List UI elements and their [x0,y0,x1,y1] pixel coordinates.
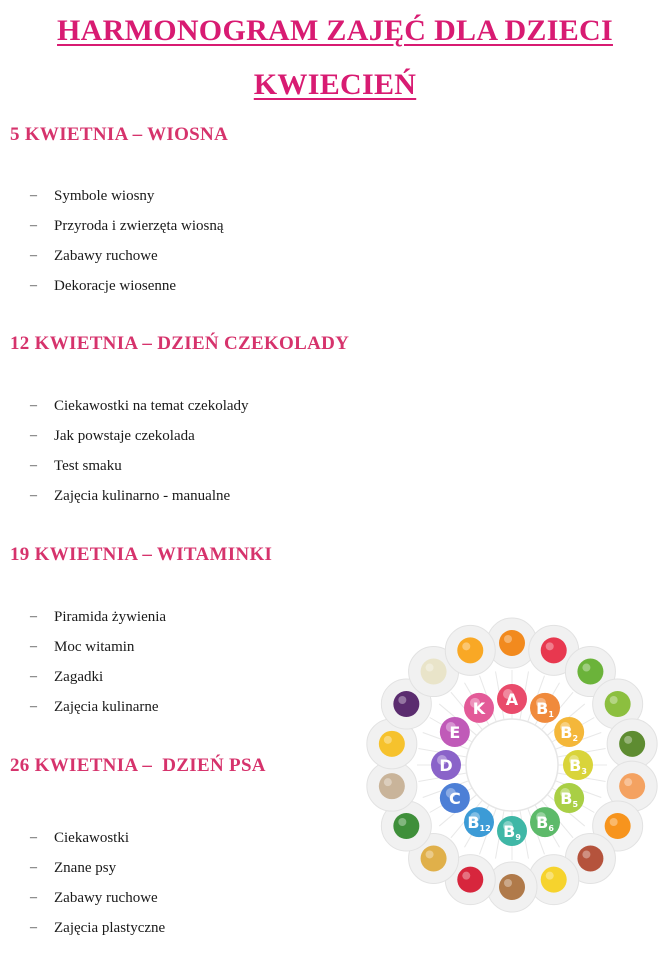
bullet-dash-icon: – [30,248,37,263]
vitamin-e-badge [440,717,470,747]
vitamin-a-badge [497,684,527,714]
list-item [30,275,224,305]
vitamin-b9-badge [497,816,527,846]
bullet-dash-icon: – [30,609,37,624]
vitamin-label: D [439,756,453,775]
orange-slice-icon [445,625,495,675]
list-item-label: Moc witamin [54,639,135,655]
bullet-dash-icon: – [30,669,37,684]
list-item [30,857,165,887]
list-item [30,666,166,696]
bullet-dash-icon: – [30,860,37,875]
list-item-label: Ciekawostki [54,830,129,846]
vitamin-k-badge [464,693,494,723]
list-item-label: Symbole wiosny [54,188,155,204]
bullet-dash-icon: – [30,218,37,233]
list-item [30,917,165,947]
bullet-dash-icon: – [30,398,37,413]
vitamin-d-badge [431,750,461,780]
bullet-dash-icon: – [30,920,37,935]
vitamin-label: B1 [536,698,554,719]
wheel-center-circle [466,719,558,811]
list-item [30,636,166,666]
list-item-label: Zajęcia kulinarno - manualne [54,488,231,504]
bullet-dash-icon: – [30,699,37,714]
vitamin-label: B12 [467,813,491,834]
page-title: HARMONOGRAM ZAJĘĆ DLA DZIECI [57,14,613,47]
list-item [30,245,224,275]
list-item-label: Ciekawostki na temat czekolady [54,398,249,414]
list-item-label: Zabawy ruchowe [54,248,158,264]
vitamin-label: E [449,723,461,742]
list-item-label: Dekoracje wiosenne [54,278,177,294]
bullet-dash-icon: – [30,428,37,443]
vitamin-label: K [472,698,486,718]
bullet-dash-icon: – [30,188,37,203]
bullet-dash-icon: – [30,639,37,654]
list-item [30,606,166,636]
page-subtitle-month: KWIECIEŃ [253,68,417,101]
list-item-label: Znane psy [54,860,117,876]
list-item-label: Piramida żywienia [54,609,167,625]
vitamin-label: A [505,690,519,709]
list-item-label: Jak powstaje czekolada [54,428,195,444]
vitamin-b5-badge [554,783,584,813]
section-heading-dzien-psa: 26 KWIETNIA – DZIEŃ PSA [10,755,266,776]
bullet-dash-icon: – [30,890,37,905]
section-list-czekolada [30,395,249,515]
vitamin-label: B3 [569,756,587,776]
list-item [30,455,249,485]
bullet-dash-icon: – [30,830,37,845]
list-item-label: Zajęcia kulinarne [54,699,159,715]
bullet-dash-icon: – [30,488,37,503]
vitamin-b2-badge [554,717,584,747]
list-item [30,696,166,726]
vitamin-wheel-illustration [362,615,662,915]
section-heading-wiosna: 5 KWIETNIA – WIOSNA [10,124,229,145]
vitamin-label: B9 [503,822,521,842]
vitamin-label: B2 [560,723,579,743]
section-list-wiosna [30,185,224,305]
list-item [30,215,224,245]
list-item [30,425,249,455]
vitamin-label: B6 [536,813,554,834]
section-list-witaminki [30,606,166,726]
section-list-dzien-psa [30,827,165,947]
vitamin-b3-badge [563,750,593,780]
bullet-dash-icon: – [30,278,37,293]
vitamin-c-badge [440,783,470,813]
vitamin-b6-badge [530,807,560,837]
list-item-label: Przyroda i zwierzęta wiosną [54,218,224,234]
vitamin-label: B5 [560,789,579,809]
vitamin-b1-badge [530,693,560,723]
list-item-label: Test smaku [54,458,122,474]
list-item [30,485,249,515]
list-item [30,827,165,857]
list-item-label: Zajęcia plastyczne [54,920,166,936]
list-item-label: Zabawy ruchowe [54,890,158,906]
section-heading-czekolada: 12 KWIETNIA – DZIEŃ CZEKOLADY [10,333,350,354]
list-item [30,887,165,917]
section-heading-witaminki: 19 KWIETNIA – WITAMINKI [10,544,273,565]
list-item [30,185,224,215]
list-item [30,395,249,425]
vitamin-label: C [448,789,461,808]
bullet-dash-icon: – [30,458,37,473]
list-item-label: Zagadki [54,669,104,685]
vitamin-b12-badge [464,807,494,837]
